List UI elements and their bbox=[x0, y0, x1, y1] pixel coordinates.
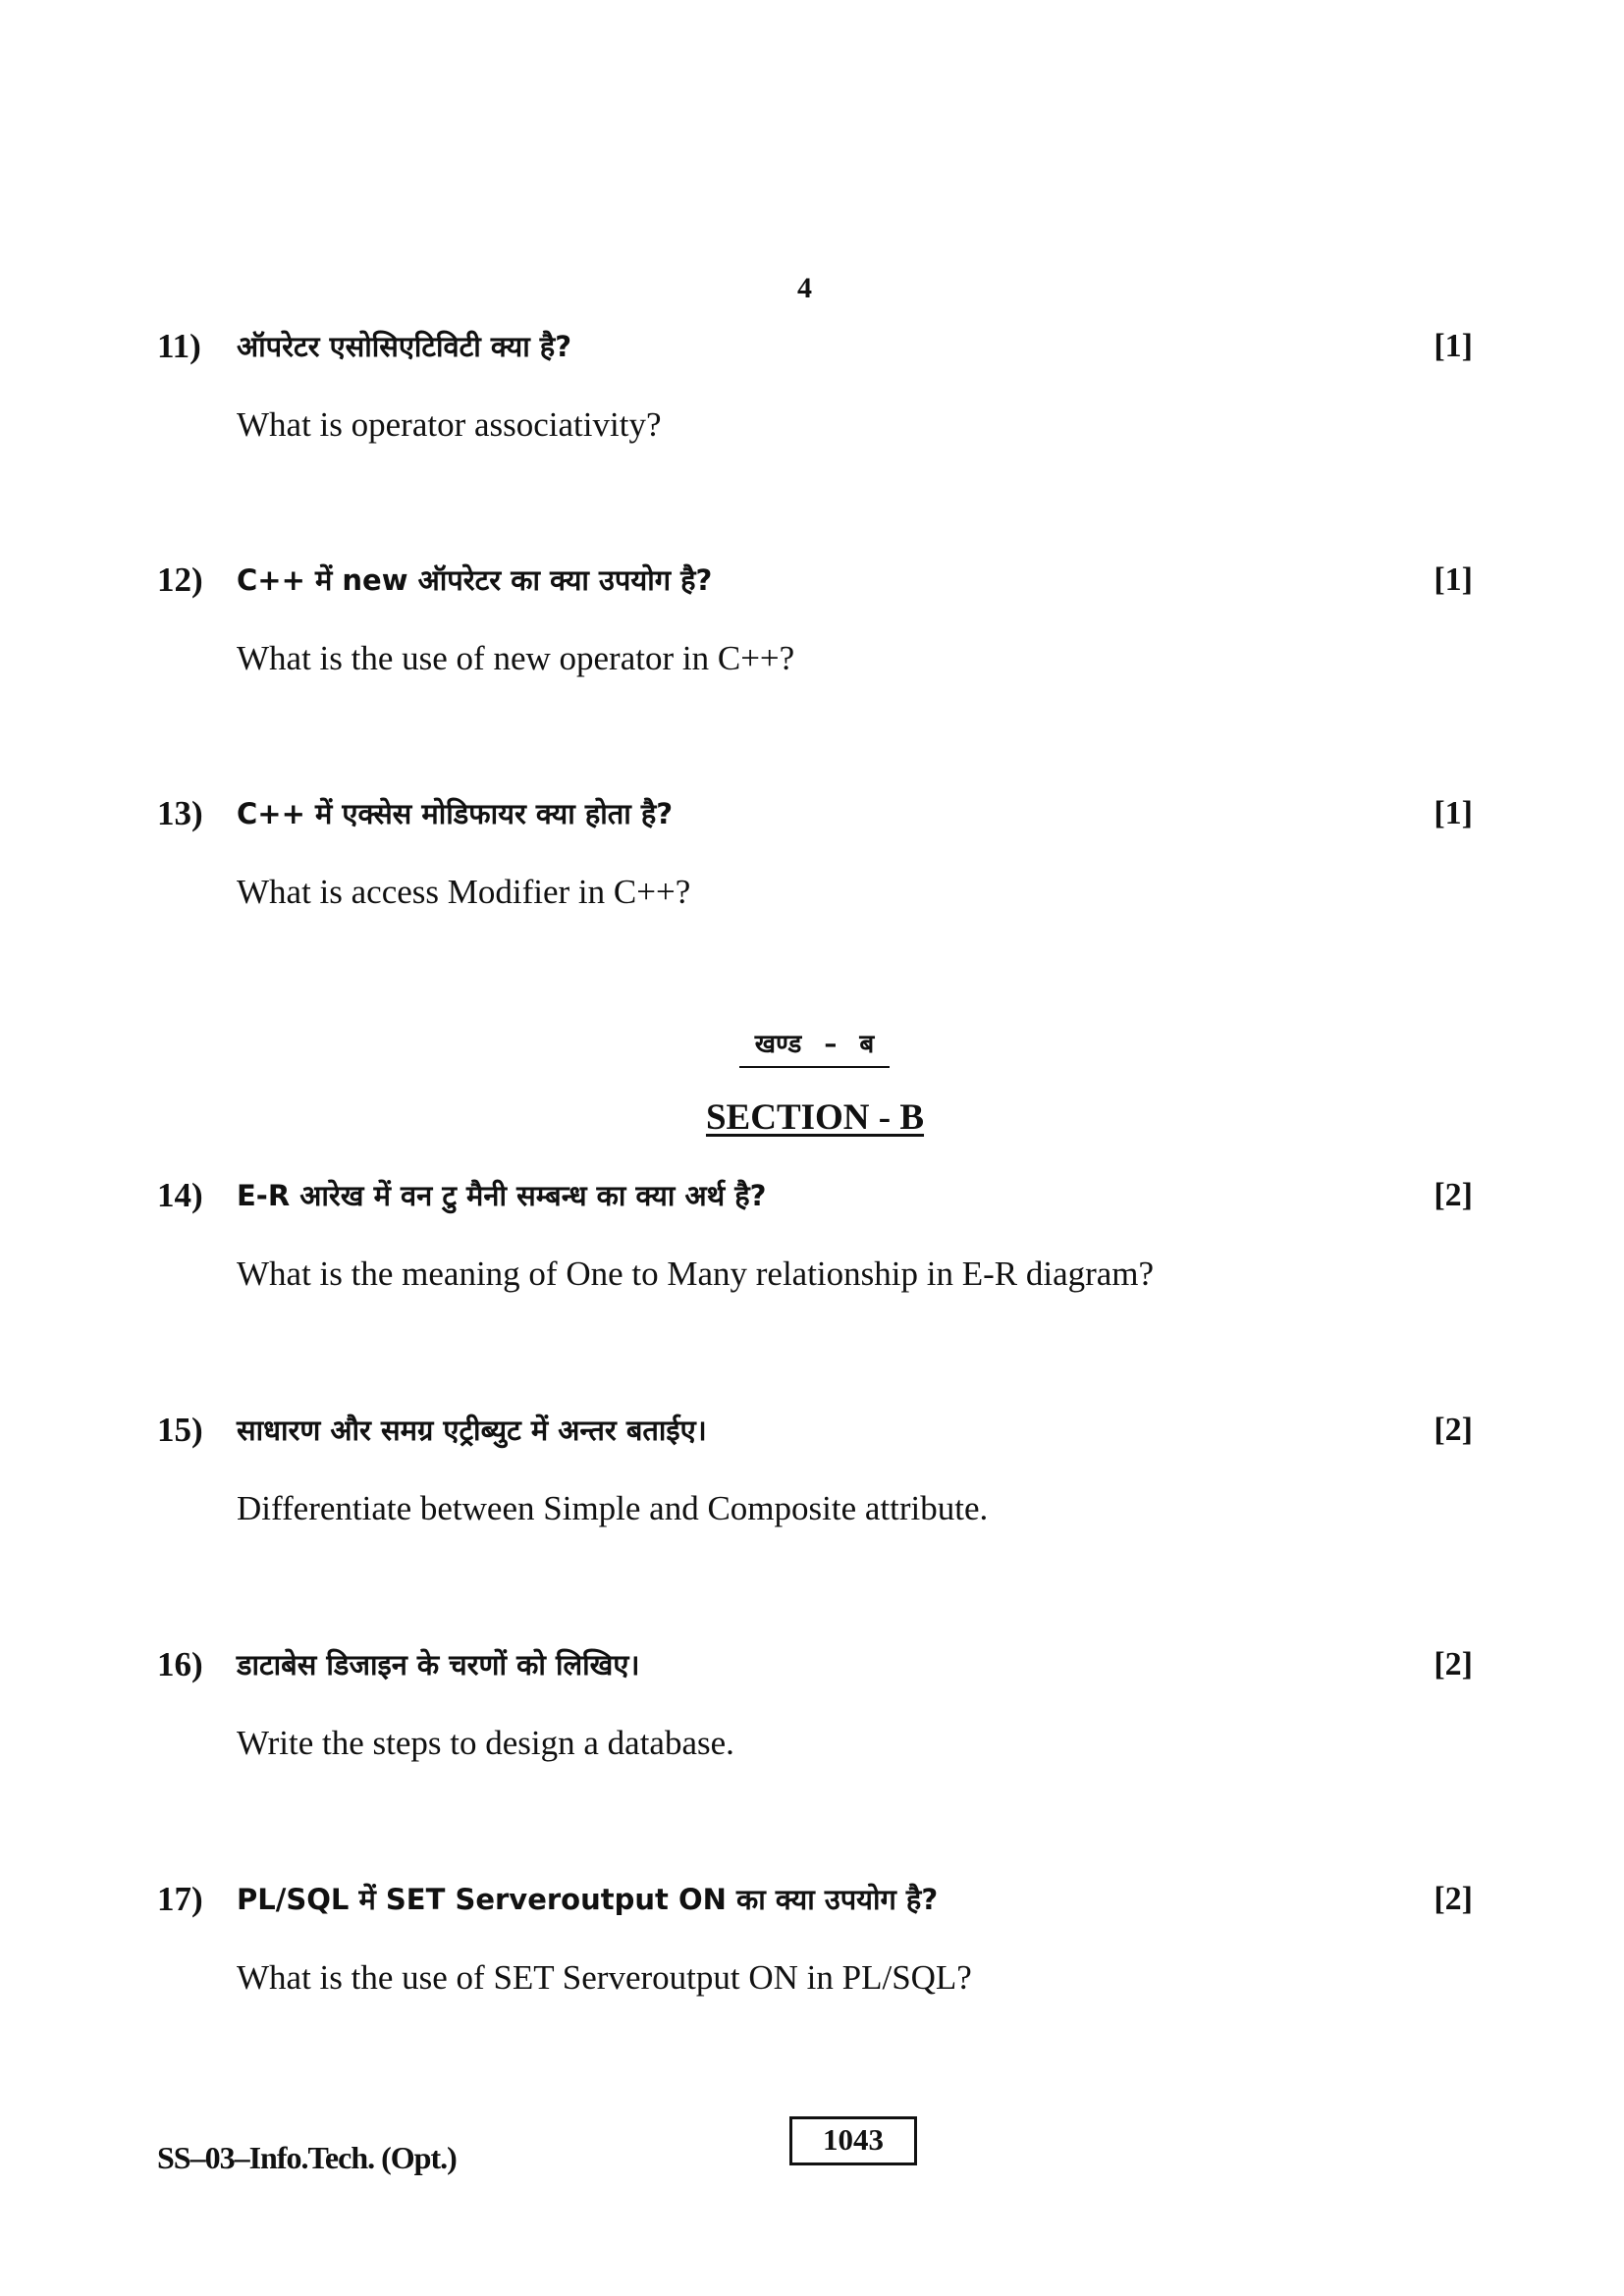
question-marks: [2] bbox=[1434, 1412, 1473, 1448]
question-hindi-line bbox=[157, 556, 1473, 605]
booklet-number-box: 1043 bbox=[789, 2116, 917, 2165]
question-number: 17) bbox=[157, 1880, 203, 1918]
question-hindi-line bbox=[157, 1640, 1473, 1689]
question-text-english: What is access Modifier in C++? bbox=[237, 873, 691, 911]
question-text-hindi: डाटाबेस डिजाइन के चरणों को लिखिए। bbox=[237, 1648, 640, 1682]
question-text-english: What is the use of new operator in C++? bbox=[237, 639, 795, 677]
section-heading-hindi: खण्ड – ब bbox=[739, 1027, 890, 1068]
question-marks: [2] bbox=[1434, 1881, 1473, 1917]
question-marks: [2] bbox=[1434, 1646, 1473, 1682]
question-14 bbox=[157, 1171, 1473, 1293]
question-text-hindi: C++ में new ऑपरेटर का क्या उपयोग है? bbox=[237, 563, 713, 597]
question-text-hindi: PL/SQL में SET Serveroutput ON का क्या उपयोग है? bbox=[237, 1883, 939, 1916]
paper-code: SS–03–Info.Tech. (Opt.) bbox=[157, 2140, 457, 2175]
question-text-hindi: E-R आरेख में वन टु मैनी सम्बन्ध का क्या अर्थ है? bbox=[237, 1179, 767, 1212]
question-hindi-line bbox=[157, 1875, 1473, 1924]
section-heading-english: SECTION - B bbox=[705, 1097, 925, 1138]
question-text-hindi: साधारण और समग्र एट्रीब्युट में अन्तर बताईए। bbox=[237, 1414, 707, 1447]
question-11 bbox=[157, 322, 1473, 444]
question-number: 11) bbox=[157, 327, 201, 365]
question-marks: [1] bbox=[1434, 795, 1473, 831]
question-text-english: Write the steps to design a database. bbox=[237, 1724, 734, 1762]
question-16 bbox=[157, 1640, 1473, 1762]
question-hindi-line bbox=[157, 322, 1473, 371]
question-hindi-line bbox=[157, 789, 1473, 838]
question-number: 12) bbox=[157, 561, 203, 599]
question-marks: [1] bbox=[1434, 328, 1473, 364]
question-marks: [1] bbox=[1434, 561, 1473, 598]
question-number: 16) bbox=[157, 1645, 203, 1683]
question-number: 14) bbox=[157, 1176, 203, 1214]
question-hindi-line bbox=[157, 1171, 1473, 1220]
question-hindi-line bbox=[157, 1406, 1473, 1455]
page-number: 4 bbox=[797, 272, 812, 304]
question-number: 15) bbox=[157, 1411, 203, 1449]
question-12 bbox=[157, 556, 1473, 677]
question-text-english: What is the use of SET Serveroutput ON in PL/SQL? bbox=[237, 1958, 972, 1997]
question-number: 13) bbox=[157, 794, 203, 832]
question-marks: [2] bbox=[1434, 1177, 1473, 1213]
question-text-hindi: C++ में एक्सेस मोडिफायर क्या होता है? bbox=[237, 797, 674, 830]
question-text-english: What is operator associativity? bbox=[237, 405, 662, 444]
question-text-hindi: ऑपरेटर एसोसिएटिविटी क्या है? bbox=[237, 330, 572, 363]
question-13 bbox=[157, 789, 1473, 911]
question-text-english: What is the meaning of One to Many relationship in E-R diagram? bbox=[237, 1255, 1155, 1293]
question-text-english: Differentiate between Simple and Composite attribute. bbox=[237, 1489, 989, 1527]
question-15 bbox=[157, 1406, 1473, 1527]
question-17 bbox=[157, 1875, 1473, 1997]
